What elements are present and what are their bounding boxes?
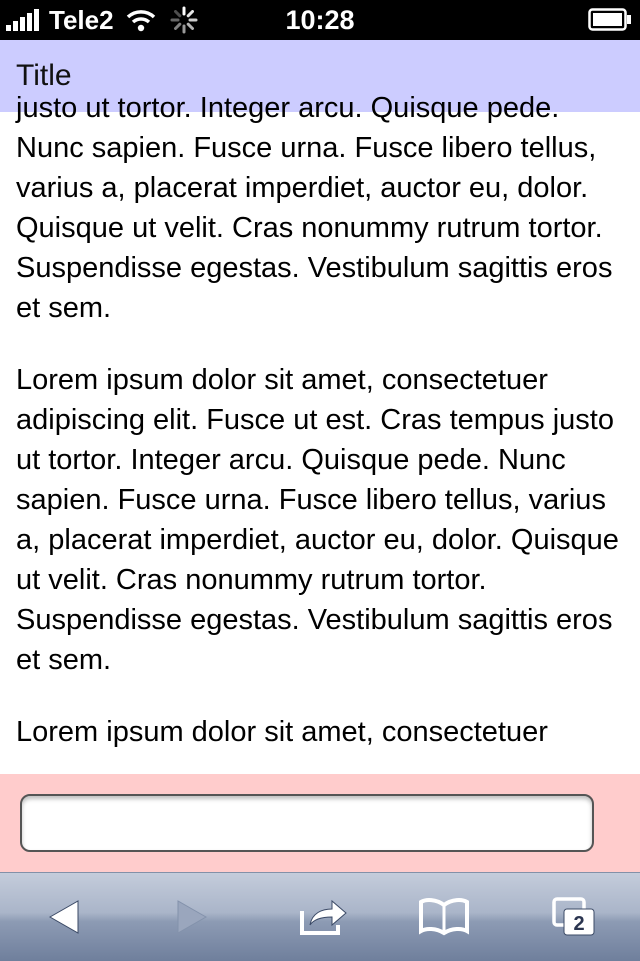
tabs-icon [550, 895, 598, 939]
page-title: Title [16, 59, 72, 92]
forward-button[interactable] [152, 873, 232, 961]
content-text [16, 88, 628, 784]
forward-icon [172, 897, 212, 937]
status-bar [0, 0, 640, 40]
tabs-button[interactable] [534, 873, 614, 961]
tabs-count: 2 [573, 913, 585, 935]
battery-icon [588, 8, 632, 32]
back-icon [44, 897, 84, 937]
back-button[interactable] [24, 873, 104, 961]
bookmarks-button[interactable] [404, 873, 484, 961]
carrier-name: Tele2 [49, 4, 114, 35]
input-bar [0, 774, 640, 872]
text-input[interactable] [20, 794, 594, 852]
paragraph: Lorem ipsum dolor sit amet, consectetuer [16, 716, 548, 748]
share-button[interactable] [284, 873, 364, 961]
paragraph: justo ut tortor. Integer arcu. Quisque pede. Nunc sapien. Fusce urna. Fusce libero tellus, varius a, placerat imperdiet, auctor eu, dolor. Quisque ut velit. Cras nonummy rutrum tortor. Suspendisse egestas. Vestibulum sagittis eros et sem. [16, 92, 613, 324]
content-area[interactable] [0, 92, 640, 774]
share-icon [298, 897, 350, 937]
bookmarks-icon [418, 897, 470, 937]
paragraph: Lorem ipsum dolor sit amet, consectetuer adipiscing elit. Fusce ut est. Cras tempus justo ut tortor. Integer arcu. Quisque pede. Nunc sapien. Fusce urna. Fusce libero tellus, varius a, placerat imperdiet, auctor eu, dolor. Quisque ut velit. Cras nonummy rutrum tortor. Suspendisse egestas. Vestibulum sagittis eros et sem. [16, 364, 619, 676]
status-time: 10:28 [285, 5, 355, 35]
browser-toolbar [0, 872, 640, 961]
